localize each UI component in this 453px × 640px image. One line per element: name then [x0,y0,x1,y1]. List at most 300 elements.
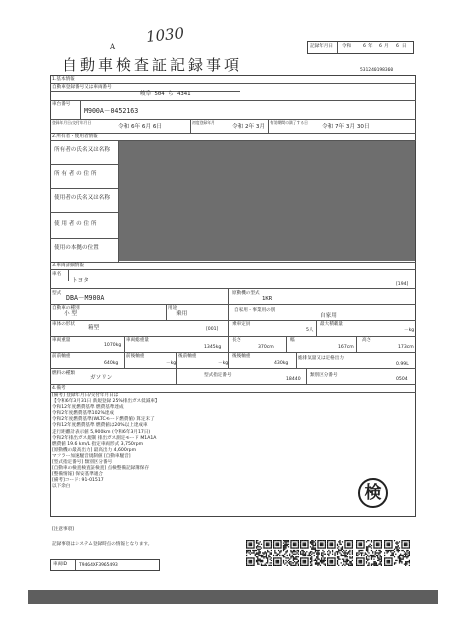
remarks-line: 以下余白 [52,484,71,490]
qr-module [324,547,325,548]
qr-module [348,552,349,553]
qr-module [257,562,258,563]
qr-module [268,551,269,552]
qr-module [295,540,296,541]
qr-module [312,542,313,543]
qr-module [293,557,294,558]
qr-module [247,565,248,566]
qr-module [302,552,303,553]
qr-module [406,547,407,548]
qr-module [351,547,352,548]
qr-module [292,562,293,563]
qr-module [348,551,349,552]
qr-module [396,541,397,542]
qr-module [248,561,249,562]
qr-module [331,542,332,543]
qr-module [377,545,378,546]
qr-module [274,565,275,566]
qr-module [280,545,281,546]
width-label: 幅 [290,338,295,343]
qr-module [265,564,266,565]
qr-module [257,554,258,555]
qr-module [401,540,402,541]
qr-module [389,545,390,546]
qr-module [385,547,386,548]
qr-module [368,565,369,566]
qr-module [266,554,267,555]
qr-module [404,540,405,541]
qr-module [322,555,323,556]
page-title: 自動車検査証記録事項 [62,56,243,74]
qr-module [334,545,335,546]
qr-module [301,540,302,541]
qr-module [343,555,344,556]
height-value: 173cm [398,345,414,350]
qr-module [317,540,318,541]
qr-module [267,542,268,543]
qr-module [328,557,329,558]
qr-module [366,559,367,560]
registration-label: 自動車登録番号又は車両番号 [52,85,112,90]
qr-module [258,560,259,561]
qr-module [385,565,386,566]
qr-module [391,561,392,562]
qr-module [400,561,401,562]
qr-module [370,546,371,547]
qr-module [246,547,247,548]
qr-module [294,547,295,548]
qr-module [260,559,261,560]
qr-module [285,562,286,563]
qr-module [268,556,269,557]
qr-module [329,540,330,541]
qr-module [352,541,353,542]
qr-module [365,554,366,555]
qr-module [260,549,261,550]
qr-module [344,551,345,552]
qr-module [405,561,406,562]
qr-module [298,542,299,543]
qr-module [373,542,374,543]
qr-module [385,540,386,541]
qr-module [332,565,333,566]
qr-module [338,565,339,566]
qr-module [328,550,329,551]
qr-module [317,545,318,546]
qr-module [356,564,357,565]
qr-module [284,541,285,542]
qr-module [321,559,322,560]
qr-module [361,557,362,558]
qr-module [373,546,374,547]
qr-module [404,542,405,543]
qr-module [321,545,322,546]
remarks-line: [備考] 登録年月日/交付年月日は [52,393,119,398]
qr-module [366,547,367,548]
owner-name-label: 所有者の氏名又は名称 [54,147,110,153]
qr-module [376,562,377,563]
qr-module [273,546,274,547]
qr-module [357,555,358,556]
qr-module [253,551,254,552]
qr-module [267,559,268,560]
qr-module [287,561,288,562]
qr-module [381,544,382,545]
qr-module [324,564,325,565]
qr-module [371,540,372,541]
length-label: 長さ [232,338,242,343]
remarks-line: [原動機の最高出力] 最高出力 4,600rpm [52,447,137,453]
qr-module [284,540,285,541]
qr-module [300,546,301,547]
qr-module [390,555,391,556]
qr-module [341,547,342,548]
qr-module [378,557,379,558]
qr-module [377,565,378,566]
qr-module [371,557,372,558]
qr-module [367,559,368,560]
qr-module [289,561,290,562]
front-rear-axle-value: －kg [166,361,177,366]
qr-module [405,540,406,541]
qr-module [363,560,364,561]
qr-module [348,545,349,546]
qr-module [391,564,392,565]
qr-module [352,554,353,555]
qr-module [349,561,350,562]
qr-module [329,547,330,548]
qr-module [337,544,338,545]
qr-module [388,565,389,566]
qr-module [380,562,381,563]
remarks-line: 燃費値 19.6 km/L 指定車両形式 3,750rpm [52,441,144,447]
qr-module [312,546,313,547]
qr-module [250,560,251,561]
qr-module [251,547,252,548]
qr-module [409,554,410,555]
qr-module [378,559,379,560]
qr-module [338,556,339,557]
qr-module [361,554,362,555]
qr-module [373,559,374,560]
qr-module [362,540,363,541]
qr-module [305,544,306,545]
qr-module [297,547,298,548]
qr-module [321,555,322,556]
qr-module [322,540,323,541]
qr-module [376,545,377,546]
qr-module [375,565,376,566]
qr-module [406,551,407,552]
qr-module [311,560,312,561]
category-value: 0504 [396,377,408,382]
record-date-label: 記録年月日 [310,44,333,49]
qr-module [322,544,323,545]
expiry-label: 有効期間の満了する日 [270,120,308,125]
qr-module [285,547,286,548]
qr-module [305,562,306,563]
qr-module [367,549,368,550]
qr-module [300,560,301,561]
qr-module [295,554,296,555]
qr-module [322,561,323,562]
qr-module [377,547,378,548]
qr-module [349,542,350,543]
qr-module [295,551,296,552]
qr-module [349,556,350,557]
qr-module [395,560,396,561]
qr-module [376,564,377,565]
qr-module [384,562,385,563]
qr-module [342,546,343,547]
qr-module [332,560,333,561]
qr-module [395,542,396,543]
qr-module [396,547,397,548]
qr-module [314,560,315,561]
qr-module [332,545,333,546]
qr-module [289,564,290,565]
qr-module [307,540,308,541]
qr-module [294,559,295,560]
qr-module [327,551,328,552]
qr-module [311,559,312,560]
qr-module [347,556,348,557]
qr-module [389,550,390,551]
qr-module [290,545,291,546]
qr-module [403,559,404,560]
qr-module [320,542,321,543]
qr-module [334,564,335,565]
qr-module [302,551,303,552]
qr-module [398,556,399,557]
qr-module [389,562,390,563]
qr-module [351,557,352,558]
qr-module [287,540,288,541]
qr-module [343,552,344,553]
qr-module [280,562,281,563]
qr-module [263,545,264,546]
qr-module [292,555,293,556]
qr-module [332,547,333,548]
qr-module [381,565,382,566]
qr-module [384,564,385,565]
qr-module [246,540,247,541]
qr-module [285,551,286,552]
qr-module [388,544,389,545]
qr-module [398,542,399,543]
qr-module [337,547,338,548]
qr-module [346,540,347,541]
qr-module [319,552,320,553]
qr-module [321,544,322,545]
qr-module [279,540,280,541]
qr-module [363,555,364,556]
model-label: 型式 [52,291,62,296]
qr-module [248,544,249,545]
qr-module [277,555,278,556]
qr-module [271,545,272,546]
qr-module [325,547,326,548]
qr-module [341,544,342,545]
vehicle-id-label: 車両ID [53,562,68,567]
qr-module [270,552,271,553]
qr-module [346,556,347,557]
vehicle-id-box [50,559,160,571]
qr-module [324,557,325,558]
qr-module [287,545,288,546]
qr-module [399,557,400,558]
qr-module [328,565,329,566]
qr-module [391,541,392,542]
qr-module [331,545,332,546]
qr-module [408,556,409,557]
qr-module [271,547,272,548]
qr-module [334,552,335,553]
qr-module [327,557,328,558]
qr-codes-right [356,540,412,570]
qr-module [386,560,387,561]
qr-module [403,556,404,557]
qr-module [317,542,318,543]
qr-module [248,545,249,546]
qr-module [310,561,311,562]
qr-module [266,565,267,566]
qr-module [304,560,305,561]
qr-module [325,565,326,566]
qr-module [371,541,372,542]
qr-module [309,554,310,555]
qr-module [391,545,392,546]
qr-module [263,542,264,543]
qr-module [363,559,364,560]
qr-module [250,557,251,558]
engine-model-label: 原動機の型式 [232,291,260,296]
qr-module [246,544,247,545]
qr-module [321,540,322,541]
qr-module [398,557,399,558]
qr-module [251,557,252,558]
qr-module [373,565,374,566]
qr-module [284,554,285,555]
qr-module [311,561,312,562]
qr-module [339,544,340,545]
qr-module [273,541,274,542]
qr-module [321,561,322,562]
qr-module [271,552,272,553]
qr-module [260,541,261,542]
qr-module [338,550,339,551]
qr-module [267,540,268,541]
qr-module [319,547,320,548]
qr-module [288,560,289,561]
qr-module [404,554,405,555]
qr-module [302,544,303,545]
first-registration-value: 令和 6年 6月 6日 [118,124,162,130]
qr-module [376,547,377,548]
qr-module [378,540,379,541]
qr-module [396,546,397,547]
qr-module [261,555,262,556]
qr-module [344,552,345,553]
qr-module [316,557,317,558]
qr-module [312,544,313,545]
qr-module [389,565,390,566]
qr-module [400,557,401,558]
qr-module [253,542,254,543]
qr-module [307,546,308,547]
qr-module [356,565,357,566]
qr-module [266,540,267,541]
qr-module [334,557,335,558]
qr-module [273,545,274,546]
qr-module [327,565,328,566]
qr-module [348,564,349,565]
qr-module [373,540,374,541]
qr-module [309,555,310,556]
qr-module [338,551,339,552]
qr-module [302,547,303,548]
qr-module [262,560,263,561]
qr-module [257,549,258,550]
qr-module [331,565,332,566]
qr-module [279,555,280,556]
qr-module [288,540,289,541]
qr-module [257,540,258,541]
qr-module [380,561,381,562]
qr-module [406,556,407,557]
qr-module [352,542,353,543]
qr-module [384,557,385,558]
qr-module [275,545,276,546]
qr-module [325,554,326,555]
qr-module [348,542,349,543]
qr-module [342,555,343,556]
qr-module [316,552,317,553]
qr-module [310,542,311,543]
qr-module [321,542,322,543]
qr-module [298,540,299,541]
notes-text: 記録事項はシステム登録時点の情報となります。 [52,542,153,547]
qr-module [288,557,289,558]
qr-module [391,540,392,541]
body-label: 車体の形状 [52,322,75,327]
qr-module [404,564,405,565]
qr-module [391,559,392,560]
qr-module [346,564,347,565]
qr-module [384,545,385,546]
qr-module [301,547,302,548]
qr-module [246,545,247,546]
qr-module [283,547,284,548]
qr-module [317,541,318,542]
base-location-label: 使用の本拠の位置 [54,245,99,251]
qr-module [409,560,410,561]
qr-module [310,555,311,556]
qr-module [297,561,298,562]
qr-module [373,555,374,556]
qr-module [337,552,338,553]
qr-module [347,540,348,541]
qr-module [278,565,279,566]
qr-module [371,564,372,565]
qr-module [366,546,367,547]
record-date-box [307,41,414,54]
qr-module [333,557,334,558]
qr-module [252,540,253,541]
qr-module [292,556,293,557]
qr-module [405,555,406,556]
owner-address-label: 所 有 者 の 住 所 [54,171,97,177]
